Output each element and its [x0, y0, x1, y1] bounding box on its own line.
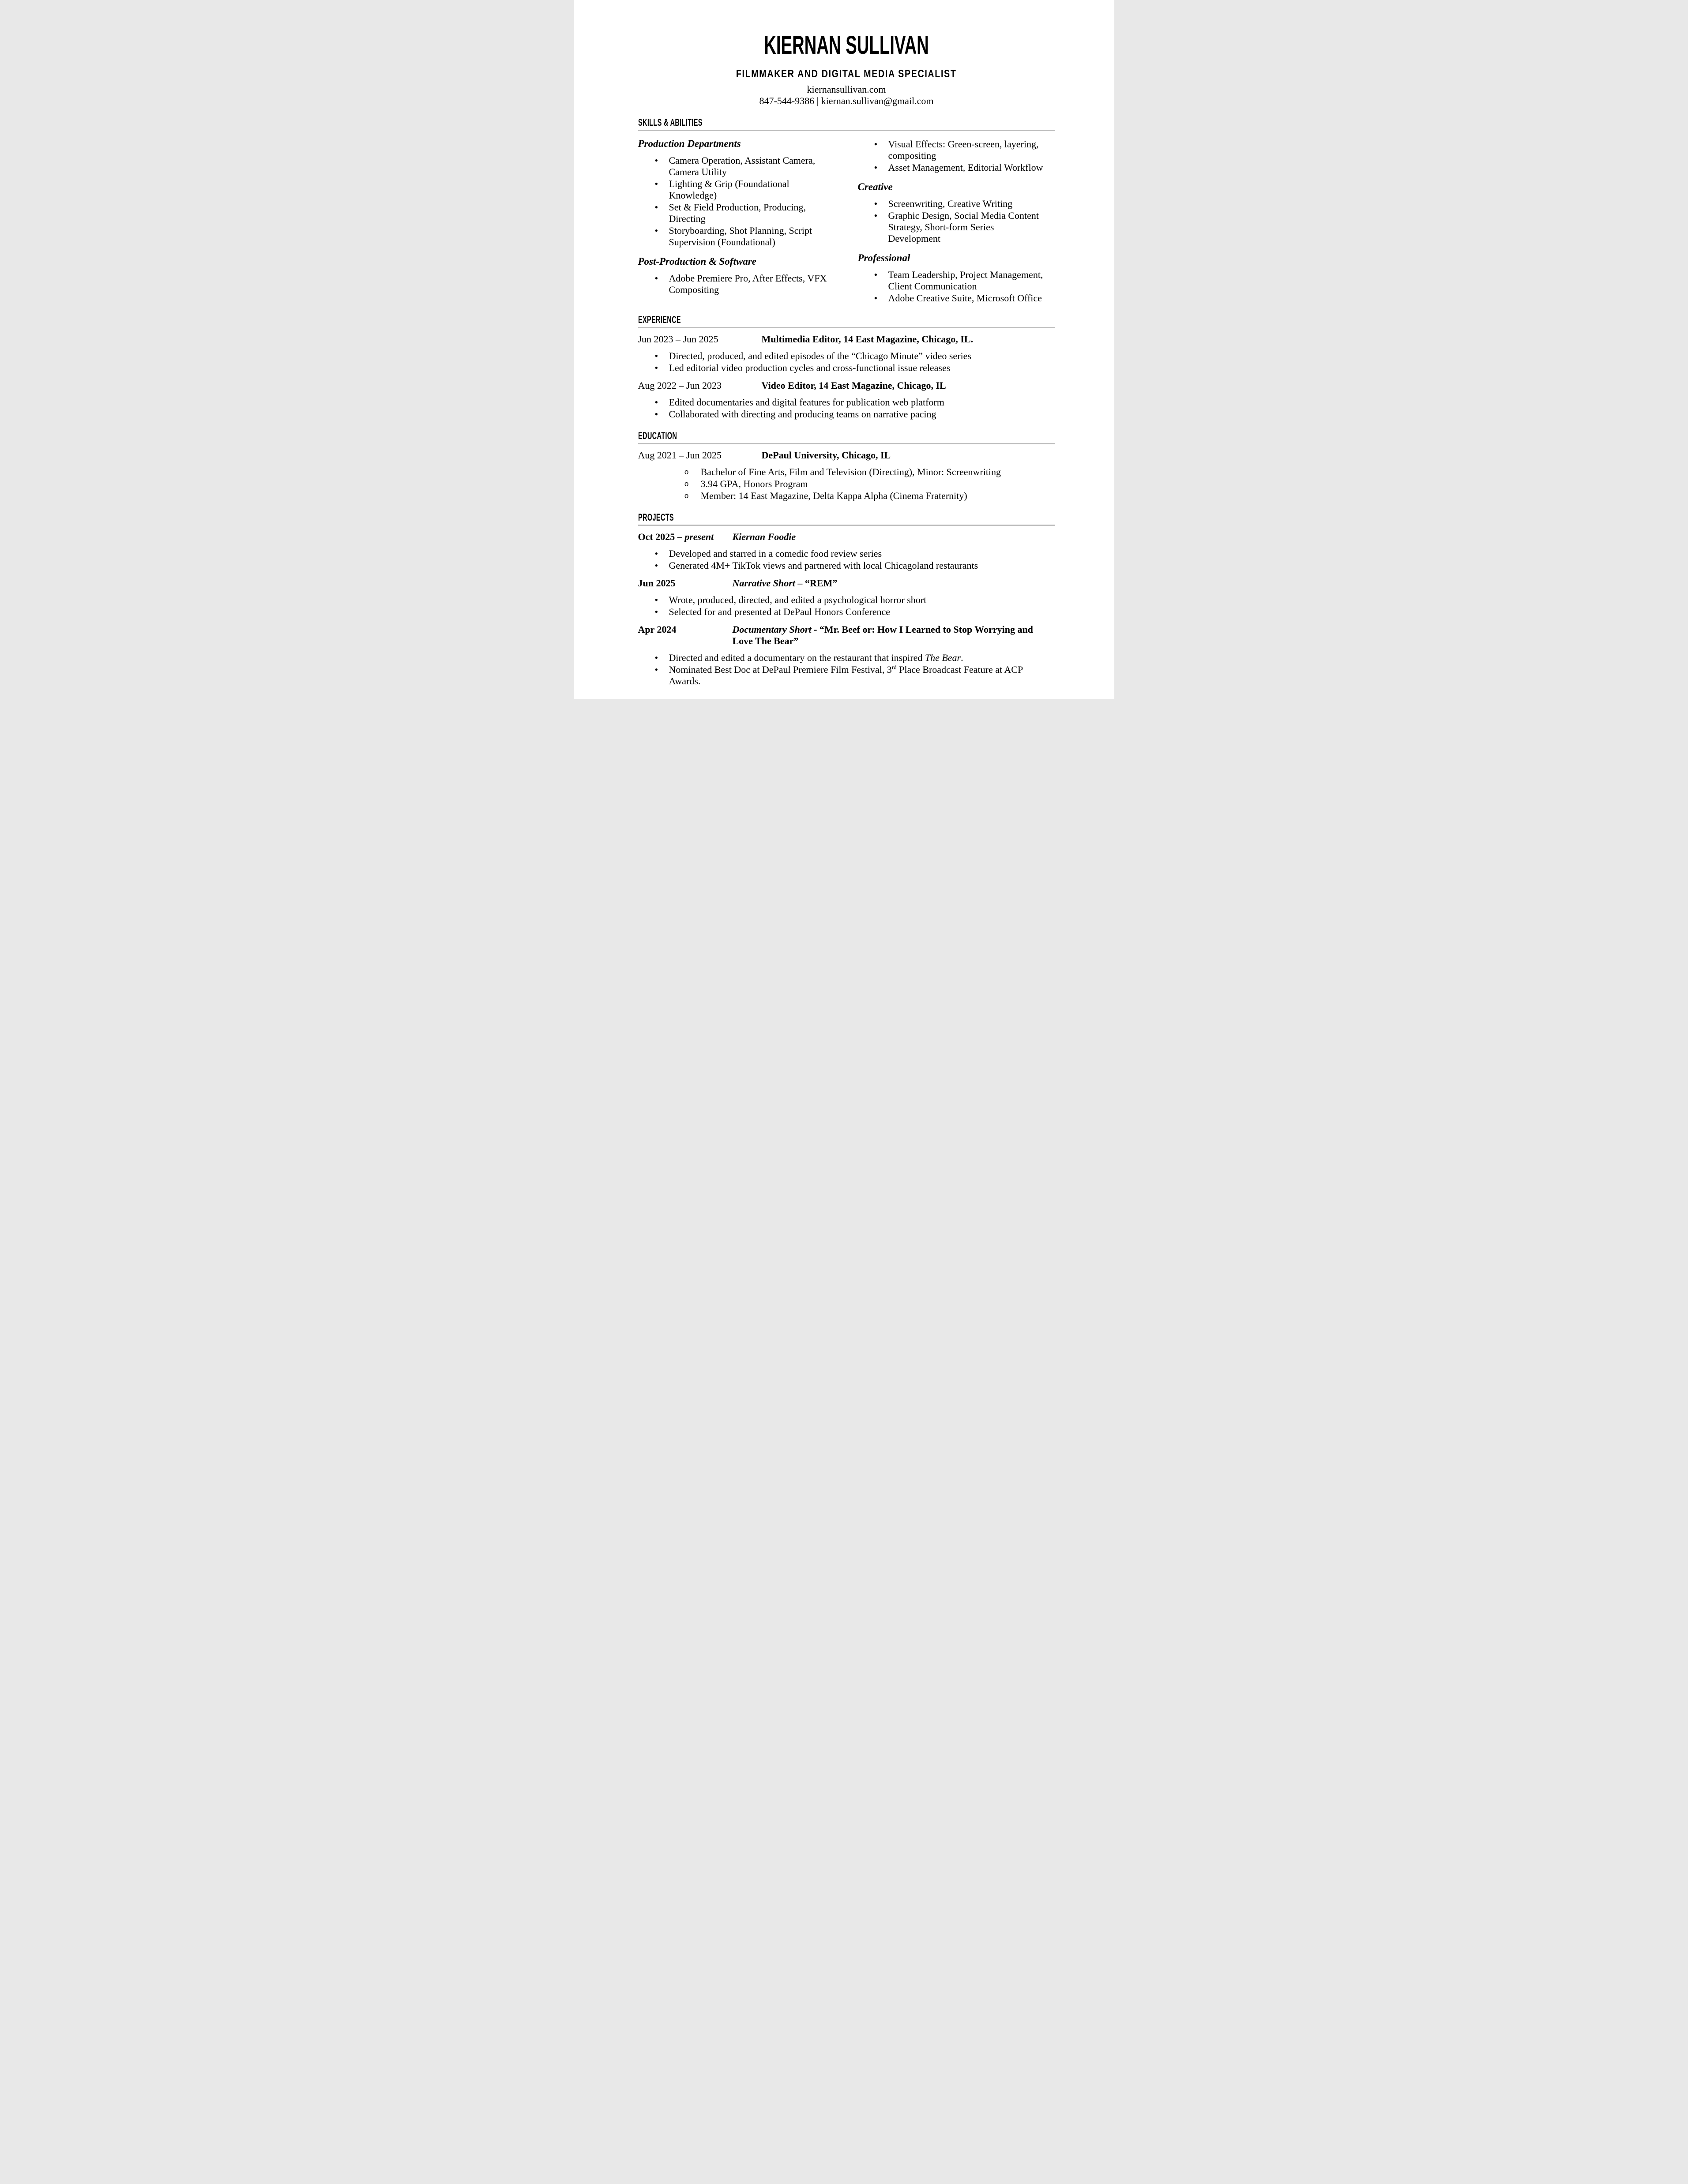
entry-title: DePaul University, Chicago, IL [761, 450, 891, 461]
bullet-marker: • [874, 198, 878, 209]
skill-group-professional [858, 252, 1049, 304]
bullet-text: Adobe Premiere Pro, After Effects, VFX Compositing [669, 273, 827, 295]
bullet-text: Camera Operation, Assistant Camera, Camera Utility [669, 155, 816, 177]
entry-dates-italic: present [684, 531, 714, 542]
bullet-list [638, 155, 836, 248]
entry-dates-text: Apr 2024 [638, 624, 677, 635]
bullet-text-superscript: rd [891, 664, 897, 671]
bullet-marker: • [874, 269, 878, 280]
entry-title [733, 531, 1055, 543]
bullet-text: Set & Field Production, Producing, Directing [669, 202, 806, 224]
bullet-text-before: Nominated Best Doc at DePaul Premiere Film Festival, 3 [669, 664, 892, 675]
bullet-text: Directed, produced, and edited episodes of the “Chicago Minute” video series [669, 350, 971, 361]
bullet-text: Asset Management, Editorial Workflow [888, 162, 1043, 173]
skill-group-title: Post-Production & Software [638, 256, 756, 267]
entry-title: Multimedia Editor, 14 East Magazine, Chicago, IL. [761, 334, 974, 345]
bullet-list [858, 198, 1049, 244]
person-role: FILMMAKER AND DIGITAL MEDIA SPECIALIST [736, 68, 957, 80]
bullet-item [638, 664, 1055, 687]
bullet-item [638, 273, 836, 296]
skills-right-column [858, 138, 1049, 304]
bullet-marker: • [874, 139, 878, 150]
education-heading [638, 430, 1055, 442]
bullet-list [858, 139, 1049, 173]
bullet-text: Member: 14 East Magazine, Delta Kappa Alpha (Cinema Fraternity) [700, 490, 967, 501]
contact-line: 847-544-9386 | kiernan.sullivan@gmail.com [759, 95, 934, 106]
bullet-text: Developed and starred in a comedic food review series [669, 548, 882, 559]
bullet-text: Adobe Creative Suite, Microsoft Office [888, 293, 1042, 304]
skill-group-production [638, 138, 836, 248]
bullet-marker: o [684, 480, 689, 489]
bullet-marker: • [654, 548, 658, 559]
skills-columns [638, 138, 1055, 304]
section-divider [638, 130, 1055, 131]
experience-entry-row [638, 380, 1055, 391]
bullet-marker: • [654, 155, 658, 166]
experience-heading [638, 314, 1055, 326]
bullet-item [638, 202, 836, 225]
person-name: KIERNAN SULLIVAN [764, 31, 929, 60]
bullet-item [858, 293, 1049, 304]
bullet-item [638, 490, 1055, 502]
bullet-text: Screenwriting, Creative Writing [888, 198, 1013, 209]
bullet-item [638, 397, 1055, 408]
bullet-marker: • [874, 162, 878, 173]
bullet-item [638, 225, 836, 248]
bullet-item [638, 409, 1055, 420]
bullet-text: Selected for and presented at DePaul Honors Conference [669, 606, 891, 617]
bullet-item [638, 466, 1055, 478]
entry-dates: Jun 2023 – Jun 2025 [638, 334, 718, 345]
projects-heading-text: PROJECTS [638, 512, 674, 523]
bullet-text: Lighting & Grip (Foundational Knowledge) [669, 178, 789, 201]
section-divider [638, 525, 1055, 526]
bullet-marker: • [654, 664, 658, 675]
bullet-text: Graphic Design, Social Media Content Strategy, Short-form Series Development [888, 210, 1039, 244]
project-entry-row [638, 531, 1055, 543]
skill-group-title: Production Departments [638, 138, 741, 149]
skill-group-title: Professional [857, 252, 910, 263]
bullet-marker: o [684, 469, 689, 477]
bullet-item [638, 155, 836, 178]
bullet-text-italic: The Bear [925, 652, 961, 663]
bullet-item [638, 350, 1055, 362]
bullet-text: Edited documentaries and digital features for publication web platform [669, 397, 944, 408]
experience-heading-text: EXPERIENCE [638, 314, 681, 325]
bullet-item [638, 560, 1055, 571]
bullet-text: Team Leadership, Project Management, Client Communication [888, 269, 1043, 292]
entry-dates-text: Jun 2025 [638, 578, 676, 589]
bullet-list [858, 269, 1049, 304]
entry-title-italic: Documentary Short [732, 624, 812, 635]
bullet-item [858, 210, 1049, 244]
entry-title-italic: Narrative Short [732, 578, 795, 589]
bullet-text [669, 652, 963, 663]
entry-title: Video Editor, 14 East Magazine, Chicago, IL [761, 380, 946, 391]
bullet-list [638, 548, 1055, 571]
bullet-item [858, 139, 1049, 161]
bullet-text: Generated 4M+ TikTok views and partnered with local Chicagoland restaurants [669, 560, 978, 571]
bullet-item [638, 594, 1055, 606]
skill-group-postproduction [638, 256, 836, 296]
bullet-text: Led editorial video production cycles and cross-functional issue releases [669, 362, 951, 373]
bullet-item [638, 652, 1055, 664]
bullet-item [638, 548, 1055, 559]
bullet-marker: • [874, 293, 878, 304]
bullet-text-before: Directed and edited a documentary on the restaurant that inspired [669, 652, 925, 663]
section-experience [638, 314, 1055, 420]
bullet-item [638, 362, 1055, 374]
entry-dates [638, 578, 733, 589]
entry-dates: Aug 2021 – Jun 2025 [638, 450, 722, 461]
bullet-marker: • [654, 350, 658, 361]
skills-heading [638, 116, 1055, 128]
bullet-marker: • [654, 409, 658, 420]
bullet-text: Storyboarding, Shot Planning, Script Supervision (Foundational) [669, 225, 812, 248]
entry-title [733, 578, 1055, 589]
bullet-text [669, 664, 1023, 687]
bullet-marker: • [654, 560, 658, 571]
section-education [638, 430, 1055, 502]
bullet-list [638, 397, 1055, 420]
bullet-marker: • [654, 606, 658, 617]
skills-left-column [638, 138, 836, 304]
bullet-marker: • [874, 210, 878, 221]
project-entry-row [638, 578, 1055, 589]
entry-title-rest: – “REM” [795, 578, 838, 589]
bullet-marker: o [684, 492, 689, 501]
bullet-marker: • [654, 273, 658, 284]
bullet-marker: • [654, 594, 658, 605]
bullet-marker: • [654, 362, 658, 373]
bullet-text: Visual Effects: Green-screen, layering, compositing [888, 139, 1039, 161]
resume-page [574, 0, 1114, 699]
bullet-item [638, 606, 1055, 618]
entry-title-rest: - “Mr. Beef or: How I Learned to Stop Worrying and Love The Bear” [732, 624, 1033, 646]
section-skills [638, 116, 1055, 304]
bullet-text: Wrote, produced, directed, and edited a psychological horror short [669, 594, 927, 605]
section-projects [638, 511, 1055, 687]
experience-entry-row [638, 334, 1055, 345]
bullet-text: Collaborated with directing and producing teams on narrative pacing [669, 409, 936, 420]
bullet-marker: • [654, 202, 658, 213]
website-line: kiernansullivan.com [807, 84, 886, 95]
skills-heading-text: SKILLS & ABILITIES [638, 117, 703, 128]
resume-header [638, 33, 1055, 107]
bullet-list [638, 466, 1055, 502]
bullet-list [638, 273, 836, 296]
bullet-list [638, 350, 1055, 374]
education-heading-text: EDUCATION [638, 430, 677, 441]
bullet-marker: • [654, 178, 658, 189]
bullet-text-after: . [961, 652, 963, 663]
entry-title-italic: Kiernan Foodie [732, 531, 796, 542]
skill-group-title: Creative [857, 181, 893, 192]
entry-dates: Aug 2022 – Jun 2023 [638, 380, 722, 391]
bullet-item [858, 198, 1049, 210]
entry-dates [638, 624, 733, 647]
bullet-text-after: Place Broadcast Feature at ACP Awards. [669, 664, 1023, 687]
person-role-line [638, 68, 1055, 80]
bullet-text: Bachelor of Fine Arts, Film and Television (Directing), Minor: Screenwriting [700, 466, 1001, 477]
projects-heading [638, 511, 1055, 523]
entry-dates-text: Oct 2025 – [638, 531, 682, 542]
bullet-item [638, 178, 836, 201]
bullet-marker: • [654, 652, 658, 663]
section-divider [638, 443, 1055, 444]
entry-title [733, 624, 1055, 647]
bullet-item [858, 162, 1049, 173]
bullet-item [638, 478, 1055, 490]
section-divider [638, 327, 1055, 328]
bullet-list [638, 652, 1055, 687]
page-title [638, 33, 1055, 64]
skill-group-creative [858, 181, 1049, 244]
bullet-text: 3.94 GPA, Honors Program [700, 478, 808, 489]
bullet-marker: • [654, 225, 658, 236]
bullet-list [638, 594, 1055, 618]
bullet-marker: • [654, 397, 658, 408]
project-entry-row [638, 624, 1055, 647]
education-entry-row [638, 450, 1055, 461]
bullet-item [858, 269, 1049, 292]
entry-dates [638, 531, 733, 543]
